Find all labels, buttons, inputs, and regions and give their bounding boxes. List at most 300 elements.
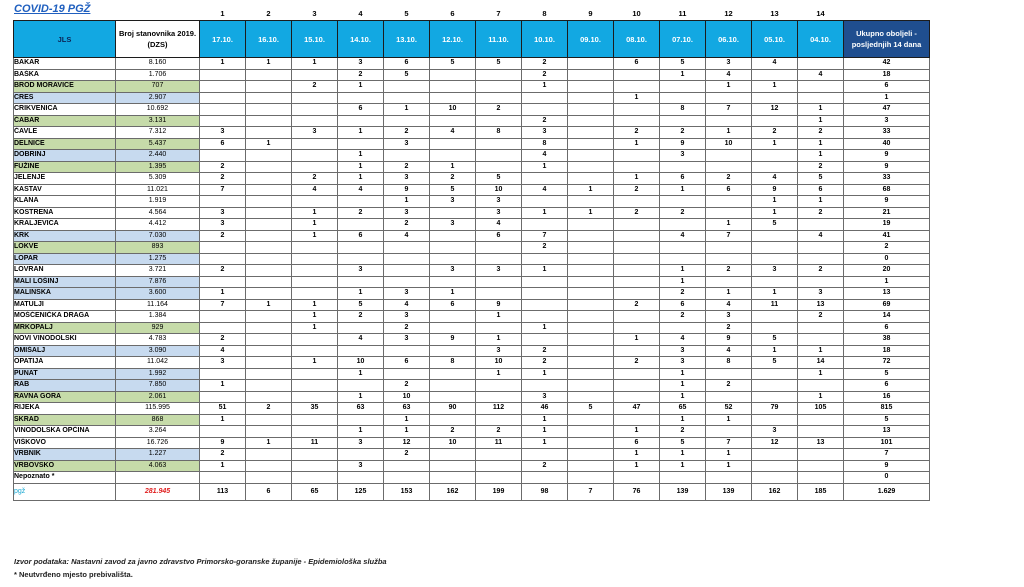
daily-cases: 2 xyxy=(522,460,568,472)
daily-cases xyxy=(660,472,706,484)
daily-cases: 65 xyxy=(660,403,706,415)
daily-cases xyxy=(476,472,522,484)
population-value: 929 xyxy=(116,322,200,334)
daily-cases xyxy=(292,449,338,461)
daily-cases xyxy=(568,115,614,127)
daily-cases xyxy=(706,472,752,484)
total-cases: 5 xyxy=(844,414,930,426)
daily-cases: 12 xyxy=(384,437,430,449)
daily-cases: 2 xyxy=(798,311,844,323)
daily-cases xyxy=(568,449,614,461)
daily-cases: 3 xyxy=(660,150,706,162)
daily-cases xyxy=(246,322,292,334)
jls-name: ČAVLE xyxy=(14,127,116,139)
daily-cases xyxy=(706,276,752,288)
daily-cases: 1 xyxy=(338,288,384,300)
daily-cases: 11 xyxy=(292,437,338,449)
daily-cases xyxy=(522,196,568,208)
daily-cases xyxy=(384,368,430,380)
total-cases: 69 xyxy=(844,299,930,311)
header-date: 07.10. xyxy=(660,21,706,58)
daily-cases xyxy=(568,265,614,277)
daily-cases xyxy=(522,380,568,392)
daily-cases xyxy=(246,196,292,208)
population-value: 7.876 xyxy=(116,276,200,288)
total-cases: 41 xyxy=(844,230,930,242)
population-value: 5.309 xyxy=(116,173,200,185)
daily-cases xyxy=(292,253,338,265)
daily-cases xyxy=(660,219,706,231)
total-cases: 9 xyxy=(844,161,930,173)
daily-cases xyxy=(568,299,614,311)
daily-cases: 2 xyxy=(798,265,844,277)
daily-cases: 8 xyxy=(522,138,568,150)
daily-cases xyxy=(798,380,844,392)
header-date: 04.10. xyxy=(798,21,844,58)
daily-cases xyxy=(568,104,614,116)
daily-cases xyxy=(706,368,752,380)
daily-cases xyxy=(430,242,476,254)
table-row xyxy=(14,299,930,311)
daily-cases xyxy=(338,92,384,104)
daily-cases xyxy=(292,426,338,438)
jls-name: OMIŠALJ xyxy=(14,345,116,357)
daily-cases xyxy=(798,472,844,484)
daily-cases: 5 xyxy=(338,299,384,311)
daily-cases xyxy=(706,391,752,403)
daily-cases: 1 xyxy=(798,196,844,208)
daily-cases xyxy=(338,242,384,254)
daily-cases xyxy=(200,426,246,438)
daily-cases: 5 xyxy=(660,58,706,70)
daily-cases xyxy=(292,150,338,162)
daily-cases xyxy=(568,69,614,81)
population-value: 868 xyxy=(116,414,200,426)
daily-cases xyxy=(246,104,292,116)
total-cases: 13 xyxy=(844,288,930,300)
daily-cases xyxy=(246,472,292,484)
table-row xyxy=(14,403,930,415)
daily-cases xyxy=(338,276,384,288)
daily-cases xyxy=(292,334,338,346)
daily-cases: 3 xyxy=(752,265,798,277)
daily-cases: 3 xyxy=(430,265,476,277)
daily-cases: 1 xyxy=(522,207,568,219)
daily-cases xyxy=(798,219,844,231)
daily-cases xyxy=(246,345,292,357)
daily-cases: 1 xyxy=(338,426,384,438)
daily-cases: 8 xyxy=(660,104,706,116)
day-number: 14 xyxy=(816,9,825,18)
daily-cases xyxy=(246,92,292,104)
daily-cases: 1 xyxy=(522,414,568,426)
daily-cases xyxy=(246,288,292,300)
daily-cases: 1 xyxy=(292,207,338,219)
daily-cases: 2 xyxy=(798,161,844,173)
total-cases: 40 xyxy=(844,138,930,150)
daily-cases: 1 xyxy=(430,288,476,300)
daily-cases: 1 xyxy=(338,391,384,403)
total-cases: 101 xyxy=(844,437,930,449)
daily-cases xyxy=(568,391,614,403)
daily-cases: 1 xyxy=(706,449,752,461)
total-cases: 6 xyxy=(844,322,930,334)
daily-cases: 9 xyxy=(200,437,246,449)
daily-cases: 2 xyxy=(200,173,246,185)
daily-cases xyxy=(568,334,614,346)
daily-cases xyxy=(798,92,844,104)
daily-cases: 4 xyxy=(752,58,798,70)
daily-cases xyxy=(614,322,660,334)
daily-cases: 4 xyxy=(384,230,430,242)
daily-cases xyxy=(614,115,660,127)
total-cases: 20 xyxy=(844,265,930,277)
header-date: 13.10. xyxy=(384,21,430,58)
daily-cases xyxy=(292,391,338,403)
daily-cases: 5 xyxy=(568,403,614,415)
daily-cases: 2 xyxy=(292,173,338,185)
daily-cases: 3 xyxy=(338,265,384,277)
daily-cases xyxy=(292,242,338,254)
total-cases: 1 xyxy=(844,276,930,288)
daily-cases xyxy=(614,265,660,277)
daily-cases: 4 xyxy=(430,127,476,139)
daily-cases xyxy=(384,276,430,288)
daily-cases: 13 xyxy=(798,299,844,311)
daily-cases: 9 xyxy=(430,334,476,346)
table-row xyxy=(14,173,930,185)
daily-cases: 2 xyxy=(292,81,338,93)
daily-cases: 2 xyxy=(660,288,706,300)
daily-cases: 6 xyxy=(614,437,660,449)
daily-cases xyxy=(292,104,338,116)
daily-cases: 2 xyxy=(338,207,384,219)
daily-cases: 1 xyxy=(292,219,338,231)
summary-daily-cases: 76 xyxy=(614,483,660,500)
source-note: Izvor podataka: Nastavni zavod za javno zdravstvo Primorsko-goranske županije - Epidemiološka služba xyxy=(14,557,387,566)
total-cases: 42 xyxy=(844,58,930,70)
day-number-row xyxy=(14,8,930,21)
jls-name: LOPAR xyxy=(14,253,116,265)
jls-name: VINODOLSKA OPĆINA xyxy=(14,426,116,438)
daily-cases xyxy=(430,368,476,380)
daily-cases xyxy=(522,288,568,300)
daily-cases: 1 xyxy=(476,334,522,346)
daily-cases xyxy=(476,449,522,461)
daily-cases xyxy=(614,311,660,323)
total-cases: 0 xyxy=(844,472,930,484)
daily-cases: 4 xyxy=(660,230,706,242)
daily-cases: 6 xyxy=(798,184,844,196)
daily-cases xyxy=(614,368,660,380)
daily-cases xyxy=(292,69,338,81)
daily-cases xyxy=(200,104,246,116)
daily-cases xyxy=(614,472,660,484)
daily-cases: 3 xyxy=(476,207,522,219)
daily-cases: 2 xyxy=(200,161,246,173)
daily-cases: 2 xyxy=(246,403,292,415)
daily-cases xyxy=(614,230,660,242)
population-value: 2.061 xyxy=(116,391,200,403)
daily-cases: 2 xyxy=(384,219,430,231)
daily-cases xyxy=(660,196,706,208)
header-date: 15.10. xyxy=(292,21,338,58)
daily-cases: 10 xyxy=(384,391,430,403)
daily-cases: 2 xyxy=(476,104,522,116)
jls-name: JELENJE xyxy=(14,173,116,185)
daily-cases: 6 xyxy=(384,58,430,70)
daily-cases: 1 xyxy=(660,460,706,472)
daily-cases: 4 xyxy=(384,299,430,311)
daily-cases: 1 xyxy=(200,58,246,70)
summary-daily-cases: 153 xyxy=(384,483,430,500)
daily-cases: 2 xyxy=(522,115,568,127)
daily-cases xyxy=(568,253,614,265)
daily-cases: 1 xyxy=(798,345,844,357)
daily-cases: 2 xyxy=(614,127,660,139)
day-number: 8 xyxy=(542,9,547,18)
daily-cases: 1 xyxy=(798,368,844,380)
daily-cases: 2 xyxy=(522,357,568,369)
daily-cases: 1 xyxy=(614,334,660,346)
daily-cases: 1 xyxy=(338,150,384,162)
daily-cases xyxy=(706,115,752,127)
table-row xyxy=(14,322,930,334)
daily-cases xyxy=(430,391,476,403)
daily-cases: 5 xyxy=(476,173,522,185)
daily-cases: 3 xyxy=(476,196,522,208)
daily-cases: 2 xyxy=(752,127,798,139)
jls-name: MRKOPALJ xyxy=(14,322,116,334)
daily-cases: 1 xyxy=(292,311,338,323)
daily-cases: 10 xyxy=(476,357,522,369)
total-cases: 6 xyxy=(844,81,930,93)
total-cases: 38 xyxy=(844,334,930,346)
jls-name: MALI LOŠINJ xyxy=(14,276,116,288)
summary-daily-cases: 125 xyxy=(338,483,384,500)
daily-cases: 1 xyxy=(522,81,568,93)
jls-name: PUNAT xyxy=(14,368,116,380)
daily-cases: 6 xyxy=(430,299,476,311)
daily-cases xyxy=(246,414,292,426)
table-row xyxy=(14,334,930,346)
daily-cases: 1 xyxy=(200,414,246,426)
daily-cases: 9 xyxy=(476,299,522,311)
daily-cases xyxy=(752,414,798,426)
daily-cases xyxy=(568,380,614,392)
total-cases: 21 xyxy=(844,207,930,219)
jls-name: DELNICE xyxy=(14,138,116,150)
daily-cases xyxy=(614,150,660,162)
daily-cases: 1 xyxy=(338,368,384,380)
daily-cases: 1 xyxy=(660,414,706,426)
daily-cases xyxy=(798,426,844,438)
total-cases: 1 xyxy=(844,92,930,104)
daily-cases: 2 xyxy=(798,207,844,219)
table-row xyxy=(14,437,930,449)
daily-cases xyxy=(338,472,384,484)
daily-cases xyxy=(200,391,246,403)
total-cases: 5 xyxy=(844,368,930,380)
daily-cases xyxy=(200,253,246,265)
daily-cases xyxy=(384,115,430,127)
population-value: 1.227 xyxy=(116,449,200,461)
daily-cases xyxy=(430,276,476,288)
daily-cases xyxy=(752,92,798,104)
daily-cases: 7 xyxy=(706,104,752,116)
daily-cases: 1 xyxy=(660,184,706,196)
daily-cases xyxy=(476,92,522,104)
daily-cases: 6 xyxy=(614,58,660,70)
daily-cases xyxy=(476,150,522,162)
daily-cases: 14 xyxy=(798,357,844,369)
summary-daily-cases: 185 xyxy=(798,483,844,500)
table-row xyxy=(14,127,930,139)
daily-cases: 1 xyxy=(338,81,384,93)
population-value: 16.726 xyxy=(116,437,200,449)
daily-cases: 10 xyxy=(430,437,476,449)
daily-cases: 1 xyxy=(476,311,522,323)
covid-cases-table xyxy=(13,8,930,501)
daily-cases: 1 xyxy=(522,161,568,173)
daily-cases xyxy=(430,460,476,472)
daily-cases xyxy=(476,414,522,426)
daily-cases: 1 xyxy=(292,357,338,369)
daily-cases: 1 xyxy=(706,460,752,472)
daily-cases xyxy=(706,426,752,438)
total-cases: 7 xyxy=(844,449,930,461)
daily-cases xyxy=(338,380,384,392)
daily-cases: 4 xyxy=(752,173,798,185)
jls-name: LOVRAN xyxy=(14,265,116,277)
daily-cases: 1 xyxy=(338,127,384,139)
population-value: 7.850 xyxy=(116,380,200,392)
daily-cases: 1 xyxy=(706,288,752,300)
daily-cases: 1 xyxy=(292,322,338,334)
day-number: 1 xyxy=(220,9,225,18)
daily-cases: 3 xyxy=(384,207,430,219)
daily-cases: 9 xyxy=(752,184,798,196)
daily-cases xyxy=(246,253,292,265)
daily-cases xyxy=(246,426,292,438)
daily-cases xyxy=(338,196,384,208)
daily-cases xyxy=(798,276,844,288)
summary-label: pgž xyxy=(14,483,116,500)
daily-cases xyxy=(384,345,430,357)
daily-cases xyxy=(246,69,292,81)
population-value: 7.312 xyxy=(116,127,200,139)
daily-cases: 1 xyxy=(660,449,706,461)
daily-cases xyxy=(430,115,476,127)
header-population: Broj stanovnika 2019. (DZS) xyxy=(116,21,200,58)
daily-cases xyxy=(384,150,430,162)
population-value: 1.706 xyxy=(116,69,200,81)
daily-cases: 1 xyxy=(522,265,568,277)
daily-cases: 2 xyxy=(200,449,246,461)
daily-cases xyxy=(522,311,568,323)
table-row xyxy=(14,230,930,242)
daily-cases: 4 xyxy=(706,69,752,81)
daily-cases xyxy=(614,196,660,208)
daily-cases xyxy=(430,253,476,265)
daily-cases xyxy=(568,345,614,357)
daily-cases xyxy=(568,150,614,162)
daily-cases xyxy=(568,288,614,300)
total-cases: 9 xyxy=(844,196,930,208)
daily-cases: 2 xyxy=(706,173,752,185)
daily-cases xyxy=(430,138,476,150)
daily-cases xyxy=(476,115,522,127)
daily-cases xyxy=(798,334,844,346)
daily-cases xyxy=(614,414,660,426)
population-value: 11.164 xyxy=(116,299,200,311)
daily-cases xyxy=(292,288,338,300)
jls-name: VIŠKOVO xyxy=(14,437,116,449)
table-row xyxy=(14,219,930,231)
total-cases: 33 xyxy=(844,127,930,139)
table-row xyxy=(14,104,930,116)
daily-cases: 90 xyxy=(430,403,476,415)
daily-cases: 1 xyxy=(522,322,568,334)
daily-cases xyxy=(338,414,384,426)
daily-cases xyxy=(568,81,614,93)
jls-name: RAB xyxy=(14,380,116,392)
daily-cases xyxy=(430,150,476,162)
daily-cases: 1 xyxy=(752,207,798,219)
daily-cases xyxy=(752,242,798,254)
daily-cases xyxy=(200,115,246,127)
daily-cases: 2 xyxy=(384,127,430,139)
daily-cases xyxy=(476,288,522,300)
daily-cases xyxy=(752,161,798,173)
daily-cases xyxy=(660,92,706,104)
summary-daily-cases: 6 xyxy=(246,483,292,500)
total-cases: 815 xyxy=(844,403,930,415)
daily-cases xyxy=(752,230,798,242)
daily-cases xyxy=(660,161,706,173)
daily-cases: 1 xyxy=(384,414,430,426)
daily-cases: 2 xyxy=(522,345,568,357)
table-row xyxy=(14,368,930,380)
daily-cases: 4 xyxy=(660,334,706,346)
daily-cases: 2 xyxy=(338,69,384,81)
day-number: 13 xyxy=(770,9,779,18)
daily-cases: 2 xyxy=(522,58,568,70)
daily-cases: 3 xyxy=(752,426,798,438)
daily-cases xyxy=(614,219,660,231)
daily-cases xyxy=(706,196,752,208)
daily-cases: 5 xyxy=(660,437,706,449)
population-value: 4.564 xyxy=(116,207,200,219)
table-row xyxy=(14,161,930,173)
population-value: 1.992 xyxy=(116,368,200,380)
header-jls: JLS xyxy=(14,21,116,58)
daily-cases xyxy=(430,81,476,93)
table-row xyxy=(14,414,930,426)
daily-cases: 6 xyxy=(338,230,384,242)
daily-cases: 4 xyxy=(338,334,384,346)
daily-cases: 1 xyxy=(660,265,706,277)
daily-cases xyxy=(384,81,430,93)
jls-name: ČABAR xyxy=(14,115,116,127)
daily-cases: 2 xyxy=(522,242,568,254)
daily-cases xyxy=(706,92,752,104)
daily-cases: 13 xyxy=(798,437,844,449)
daily-cases: 63 xyxy=(338,403,384,415)
daily-cases xyxy=(384,253,430,265)
jls-name: VRBOVSKO xyxy=(14,460,116,472)
daily-cases: 2 xyxy=(200,334,246,346)
